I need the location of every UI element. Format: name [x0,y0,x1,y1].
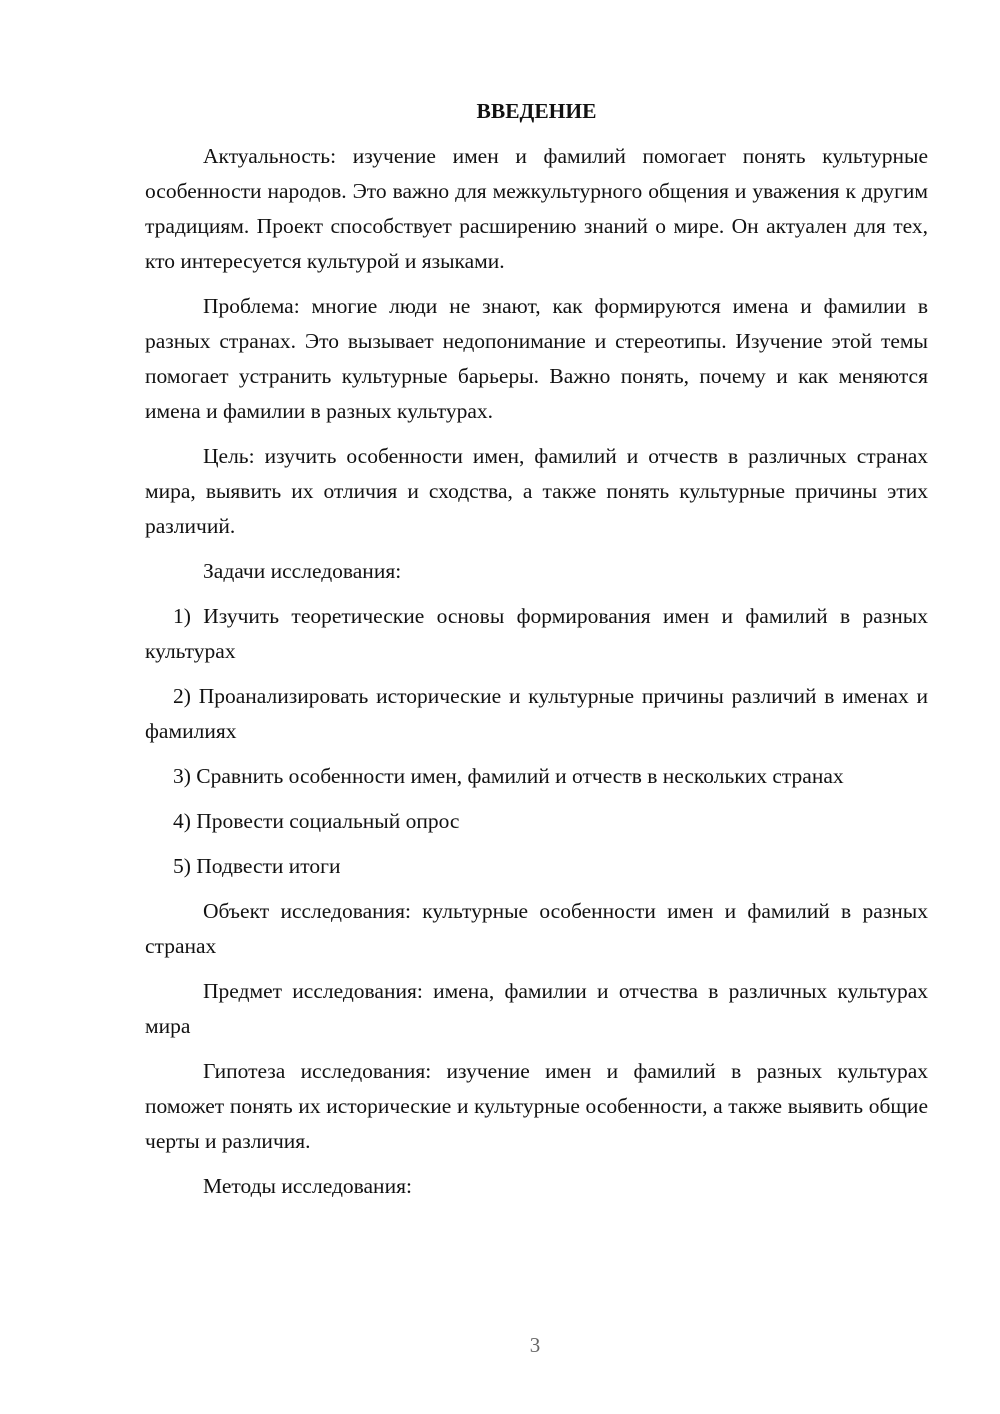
list-item-task-2: 2) Проанализировать исторические и культурные причины различий в именах и фамилиях [145,684,928,743]
paragraph-object: Объект исследования: культурные особенности имен и фамилий в разных странах [145,899,928,958]
paragraph-relevance: Актуальность: изучение имен и фамилий помогает понять культурные особенности народов. Это важно для межкультурного общения и уважения к другим традициям. Проект способствует расширению знаний о мире. Он актуален для тех, кто интересуется культурой и языками. [145,144,928,273]
paragraph-tasks-heading: Задачи исследования: [203,559,402,583]
page-number: 3 [529,1333,541,1357]
list-item-task-3: 3) Сравнить особенности имен, фамилий и отчеств в нескольких странах [173,764,844,788]
paragraph-hypothesis: Гипотеза исследования: изучение имен и фамилий в разных культурах поможет понять их исторические и культурные особенности, а также выявить общие черты и различия. [145,1059,928,1153]
paragraph-problem: Проблема: многие люди не знают, как формируются имена и фамилии в разных странах. Это вызывает недопонимание и стереотипы. Изучение этой темы помогает устранить культурные барьеры. Важно понять, почему и как меняются имена и фамилии в разных культурах. [145,294,928,423]
document-page [145,94,928,1214]
list-item-task-5: 5) Подвести итоги [173,854,341,878]
list-item-task-1: 1) Изучить теоретические основы формирования имен и фамилий в разных культурах [145,604,928,663]
page-title: ВВЕДЕНИЕ [476,99,597,123]
paragraph-goal: Цель: изучить особенности имен, фамилий и отчеств в различных странах мира, выявить их отличия и сходства, а также понять культурные причины этих различий. [145,444,928,538]
paragraph-methods: Методы исследования: [203,1174,412,1198]
paragraph-subject: Предмет исследования: имена, фамилии и отчества в различных культурах мира [145,979,928,1038]
list-item-task-4: 4) Провести социальный опрос [173,809,460,833]
